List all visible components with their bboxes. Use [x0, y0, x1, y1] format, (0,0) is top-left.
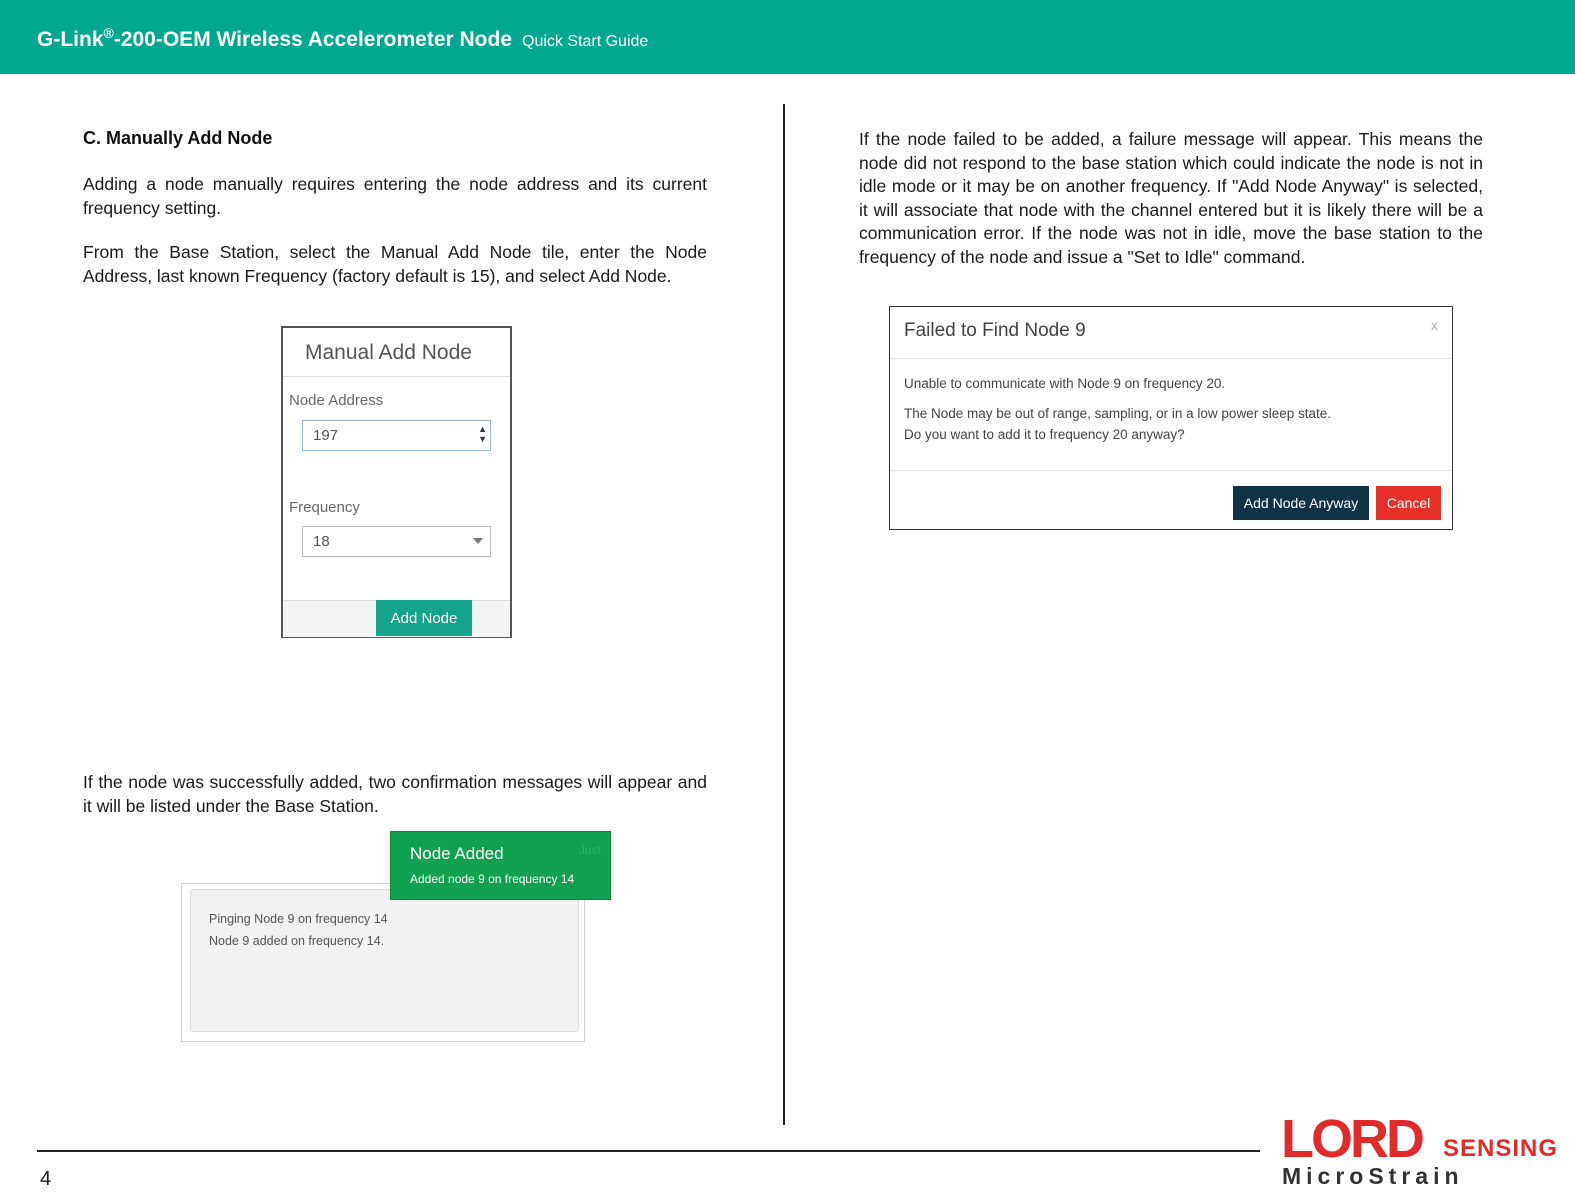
lord-logo: LORD [1281, 1109, 1422, 1169]
title-main: G-Link [37, 28, 104, 51]
failed-line-1: Unable to communicate with Node 9 on frequency 20. [904, 376, 1226, 391]
frequency-select[interactable] [302, 526, 491, 557]
dialog-divider-bottom [890, 470, 1452, 471]
paragraph-instructions: From the Base Station, select the Manual Add Node tile, enter the Node Address, last known Frequency (factory default is 15), and select Add Node. [83, 242, 707, 286]
sensing-logo-text: SENSING [1443, 1135, 1559, 1162]
paragraph-success: If the node was successfully added, two confirmation messages will appear and it will be listed under the Base Station. [83, 772, 707, 816]
paragraph-intro: Adding a node manually requires entering the node address and its current frequency setting. [83, 174, 707, 218]
microstrain-logo-text: MicroStrain [1282, 1163, 1464, 1189]
log-panel [190, 889, 579, 1032]
add-node-button[interactable]: Add Node [376, 600, 472, 636]
dialog-divider-top [890, 358, 1452, 359]
section-heading: C. Manually Add Node [83, 128, 273, 148]
dialog-title: Manual Add Node [305, 341, 472, 364]
failed-line-3: Do you want to add it to frequency 20 anyway? [904, 427, 1185, 442]
manual-add-node-dialog [281, 326, 512, 638]
page-number: 4 [40, 1168, 52, 1190]
page-header [0, 0, 1575, 74]
registered-mark: ® [103, 25, 114, 41]
failed-dialog-title: Failed to Find Node 9 [904, 320, 1086, 341]
toast-time: Just [579, 843, 602, 857]
column-divider [783, 104, 785, 1125]
frequency-label: Frequency [289, 499, 360, 516]
node-added-toast [390, 831, 611, 900]
node-address-label: Node Address [289, 392, 384, 409]
failed-line-2: The Node may be out of range, sampling, or in a low power sleep state. [904, 406, 1331, 421]
toast-title: Node Added [410, 844, 504, 863]
log-line-added: Node 9 added on frequency 14. [209, 934, 385, 948]
cancel-button[interactable]: Cancel [1376, 486, 1441, 520]
footer-rule [37, 1150, 1260, 1152]
dialog-divider [283, 376, 510, 377]
failed-to-find-dialog [889, 306, 1453, 530]
header-title [37, 25, 648, 52]
node-address-value: 197 [313, 427, 339, 444]
close-icon[interactable]: x [1431, 317, 1438, 333]
log-line-ping: Pinging Node 9 on frequency 14 [209, 912, 388, 926]
base-station-log [181, 883, 585, 1042]
title-rest: -200-OEM Wireless Accelerometer Node [113, 28, 513, 51]
spinner-arrows-icon[interactable]: ▲ ▼ [478, 424, 487, 444]
node-address-input[interactable] [302, 420, 491, 451]
header-subtitle: Quick Start Guide [522, 33, 649, 50]
toast-message: Added node 9 on frequency 14 [410, 872, 575, 886]
chevron-down-icon [473, 538, 483, 544]
paragraph-failure: If the node failed to be added, a failure message will appear. This means the node did not respond to the base station which could indicate the node is not in idle mode or it may be on another frequency. If "Add Node Anyway" is selected, it will associate that node with the channel entered but it is likely there will be a communication error. If the node was not in idle, move the base station to the frequency of the node and issue a "Set to Idle" command. [859, 129, 1483, 267]
dialog-footer [283, 600, 510, 637]
frequency-value: 18 [313, 533, 330, 550]
add-node-anyway-button[interactable]: Add Node Anyway [1233, 486, 1369, 520]
